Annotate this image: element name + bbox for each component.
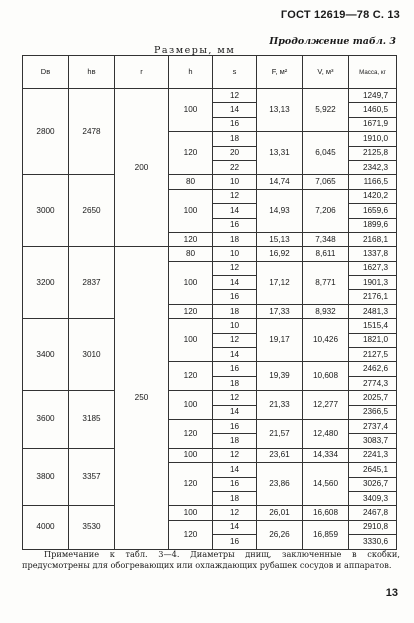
cell-mass: 1249,7 [349, 89, 397, 103]
cell-s: 10 [213, 247, 257, 261]
cell-f: 26,26 [257, 520, 303, 549]
cell-hv: 2837 [69, 247, 115, 319]
cell-h: 120 [169, 232, 213, 246]
cell-s: 16 [213, 477, 257, 491]
cell-f: 26,01 [257, 506, 303, 520]
cell-hv: 3530 [69, 506, 115, 549]
cell-mass: 2467,8 [349, 506, 397, 520]
cell-v: 10,608 [303, 362, 349, 391]
cell-s: 14 [213, 103, 257, 117]
cell-dv: 3000 [23, 175, 69, 247]
cell-mass: 1460,5 [349, 103, 397, 117]
cell-v: 8,771 [303, 261, 349, 304]
cell-h: 100 [169, 319, 213, 362]
table-row [23, 391, 397, 405]
table-note: Примечание к табл. 3—4. Диаметры днищ, заключенные в скобки, предусмотрены для обогревающих или охлаждающих рубашек сосудов и аппаратов. [22, 549, 400, 570]
cell-s: 12 [213, 261, 257, 275]
dimensions-table [22, 55, 397, 550]
cell-mass: 1901,3 [349, 276, 397, 290]
cell-s: 16 [213, 117, 257, 131]
cell-h: 120 [169, 362, 213, 391]
cell-dv: 2800 [23, 89, 69, 175]
cell-mass: 1659,6 [349, 204, 397, 218]
cell-hv: 3357 [69, 448, 115, 506]
cell-f: 23,61 [257, 448, 303, 462]
cell-s: 10 [213, 319, 257, 333]
cell-s: 18 [213, 434, 257, 448]
cell-h: 120 [169, 132, 213, 175]
col-header-s: s [213, 56, 257, 89]
cell-s: 16 [213, 218, 257, 232]
cell-s: 10 [213, 175, 257, 189]
cell-mass: 2025,7 [349, 391, 397, 405]
cell-mass: 1671,9 [349, 117, 397, 131]
cell-v: 7,206 [303, 189, 349, 232]
cell-hv: 2478 [69, 89, 115, 175]
cell-s: 12 [213, 448, 257, 462]
cell-v: 8,611 [303, 247, 349, 261]
cell-h: 100 [169, 448, 213, 462]
cell-s: 16 [213, 290, 257, 304]
cell-mass: 1910,0 [349, 132, 397, 146]
cell-s: 14 [213, 463, 257, 477]
table-body [23, 89, 397, 550]
cell-mass: 2481,3 [349, 304, 397, 318]
table-row [23, 247, 397, 261]
cell-f: 14,93 [257, 189, 303, 232]
cell-h: 100 [169, 89, 213, 132]
cell-mass: 2125,8 [349, 146, 397, 160]
cell-mass: 2176,1 [349, 290, 397, 304]
table-row [23, 175, 397, 189]
cell-r: 200 [115, 89, 169, 247]
cell-mass: 2366,5 [349, 405, 397, 419]
page-number: 13 [385, 587, 398, 599]
cell-h: 120 [169, 463, 213, 506]
col-header-r: r [115, 56, 169, 89]
cell-s: 12 [213, 506, 257, 520]
cell-v: 12,277 [303, 391, 349, 420]
cell-mass: 3409,3 [349, 491, 397, 505]
cell-v: 10,426 [303, 319, 349, 362]
cell-h: 80 [169, 247, 213, 261]
cell-dv: 3800 [23, 448, 69, 506]
cell-dv: 3400 [23, 319, 69, 391]
cell-s: 16 [213, 362, 257, 376]
cell-f: 15,13 [257, 232, 303, 246]
cell-s: 14 [213, 348, 257, 362]
cell-mass: 3026,7 [349, 477, 397, 491]
cell-f: 13,31 [257, 132, 303, 175]
cell-mass: 2127,5 [349, 348, 397, 362]
cell-mass: 1166,5 [349, 175, 397, 189]
cell-v: 5,922 [303, 89, 349, 132]
cell-v: 16,859 [303, 520, 349, 549]
cell-dv: 3600 [23, 391, 69, 449]
col-header-v: V, м³ [303, 56, 349, 89]
cell-s: 14 [213, 276, 257, 290]
cell-v: 6,045 [303, 132, 349, 175]
cell-s: 14 [213, 204, 257, 218]
col-header-mass: Масса, кг [349, 56, 397, 89]
table-row [23, 448, 397, 462]
sizes-caption: Размеры, мм [154, 45, 236, 56]
cell-s: 12 [213, 333, 257, 347]
cell-hv: 3010 [69, 319, 115, 391]
table-continuation-label: Продолжение табл. 3 [269, 36, 396, 47]
cell-mass: 2241,3 [349, 448, 397, 462]
cell-mass: 2737,4 [349, 419, 397, 433]
cell-h: 100 [169, 391, 213, 420]
cell-f: 21,57 [257, 419, 303, 448]
cell-s: 18 [213, 232, 257, 246]
cell-v: 8,932 [303, 304, 349, 318]
cell-mass: 1899,6 [349, 218, 397, 232]
cell-mass: 3083,7 [349, 434, 397, 448]
cell-f: 14,74 [257, 175, 303, 189]
cell-v: 14,560 [303, 463, 349, 506]
cell-dv: 3200 [23, 247, 69, 319]
col-header-h: h [169, 56, 213, 89]
cell-f: 16,92 [257, 247, 303, 261]
col-header-hv: hв [69, 56, 115, 89]
cell-mass: 3330,6 [349, 535, 397, 549]
cell-h: 100 [169, 506, 213, 520]
cell-s: 20 [213, 146, 257, 160]
cell-f: 13,13 [257, 89, 303, 132]
cell-f: 17,12 [257, 261, 303, 304]
cell-mass: 2910,8 [349, 520, 397, 534]
cell-s: 12 [213, 391, 257, 405]
cell-f: 19,39 [257, 362, 303, 391]
table-header-row [23, 56, 397, 89]
table-row [23, 319, 397, 333]
cell-f: 19,17 [257, 319, 303, 362]
cell-s: 22 [213, 160, 257, 174]
cell-hv: 3185 [69, 391, 115, 449]
cell-v: 7,348 [303, 232, 349, 246]
cell-f: 21,33 [257, 391, 303, 420]
cell-v: 12,480 [303, 419, 349, 448]
cell-h: 80 [169, 175, 213, 189]
cell-mass: 2168,1 [349, 232, 397, 246]
cell-h: 120 [169, 419, 213, 448]
cell-mass: 1515,4 [349, 319, 397, 333]
cell-s: 14 [213, 405, 257, 419]
cell-mass: 1821,0 [349, 333, 397, 347]
cell-mass: 2774,3 [349, 376, 397, 390]
cell-r: 250 [115, 247, 169, 549]
cell-s: 16 [213, 419, 257, 433]
cell-mass: 1627,3 [349, 261, 397, 275]
col-header-f: F, м² [257, 56, 303, 89]
cell-s: 18 [213, 304, 257, 318]
col-header-dv: Dв [23, 56, 69, 89]
cell-mass: 2462,6 [349, 362, 397, 376]
table-row [23, 506, 397, 520]
cell-s: 12 [213, 89, 257, 103]
cell-v: 16,608 [303, 506, 349, 520]
cell-mass: 2645,1 [349, 463, 397, 477]
cell-s: 14 [213, 520, 257, 534]
cell-hv: 2650 [69, 175, 115, 247]
cell-f: 23,86 [257, 463, 303, 506]
cell-s: 16 [213, 535, 257, 549]
cell-f: 17,33 [257, 304, 303, 318]
cell-h: 100 [169, 261, 213, 304]
cell-dv: 4000 [23, 506, 69, 549]
table-row [23, 89, 397, 103]
cell-v: 7,065 [303, 175, 349, 189]
cell-mass: 1337,8 [349, 247, 397, 261]
cell-s: 18 [213, 376, 257, 390]
cell-s: 12 [213, 189, 257, 203]
cell-v: 14,334 [303, 448, 349, 462]
cell-s: 18 [213, 132, 257, 146]
cell-mass: 1420,2 [349, 189, 397, 203]
cell-s: 18 [213, 491, 257, 505]
cell-h: 100 [169, 189, 213, 232]
cell-mass: 2342,3 [349, 160, 397, 174]
cell-h: 120 [169, 520, 213, 549]
cell-h: 120 [169, 304, 213, 318]
page-header: ГОСТ 12619—78 С. 13 [280, 9, 400, 21]
